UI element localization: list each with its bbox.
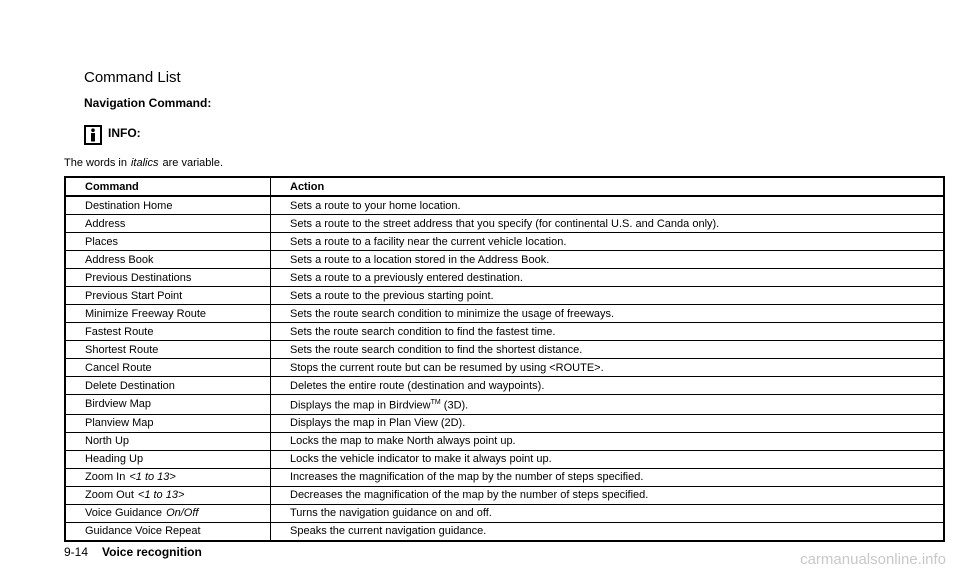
command-name: Planview Map xyxy=(85,417,154,430)
table-row xyxy=(65,359,944,377)
page-number: 9-14 xyxy=(64,545,89,559)
command-name: Delete Destination xyxy=(85,379,175,392)
command-name: Guidance Voice Repeat xyxy=(85,525,201,538)
action-cell xyxy=(271,395,945,415)
action-text: Sets a route to your home location. xyxy=(290,199,461,212)
command-cell xyxy=(65,323,271,341)
action-cell xyxy=(271,522,945,541)
action-cell xyxy=(271,215,945,233)
command-name: Minimize Freeway Route xyxy=(85,307,207,320)
action-text: Increases the magnification of the map by the number of steps specified. xyxy=(290,471,644,484)
table-row xyxy=(65,323,944,341)
action-text: Locks the vehicle indicator to make it always point up. xyxy=(290,453,552,466)
table-row xyxy=(65,450,944,468)
action-text: Sets a route to a location stored in the Address Book. xyxy=(290,253,550,266)
action-cell xyxy=(271,251,945,269)
command-cell xyxy=(65,450,271,468)
column-header-action: Action xyxy=(271,177,945,196)
command-cell xyxy=(65,504,271,522)
table-row xyxy=(65,395,944,415)
table-row xyxy=(65,486,944,504)
command-cell xyxy=(65,215,271,233)
action-cell xyxy=(271,468,945,486)
command-name: Heading Up xyxy=(85,453,144,466)
command-variable: <1 to 13> xyxy=(137,489,185,502)
action-cell xyxy=(271,450,945,468)
variable-note-suffix: are variable. xyxy=(162,157,224,169)
watermark: carmanualsonline.info xyxy=(800,551,946,568)
table-row xyxy=(65,522,944,541)
variable-note-prefix: The words in xyxy=(64,157,127,169)
action-text: Sets a route to the street address that you specify (for continental U.S. and Canda only). xyxy=(290,217,720,230)
table-row xyxy=(65,215,944,233)
action-cell xyxy=(271,486,945,504)
command-cell xyxy=(65,251,271,269)
table-row xyxy=(65,269,944,287)
command-variable: On/Off xyxy=(166,507,199,520)
variable-note xyxy=(64,157,223,169)
action-text: Sets the route search condition to find the fastest time. xyxy=(290,325,556,338)
command-cell xyxy=(65,395,271,415)
table-row xyxy=(65,251,944,269)
command-cell xyxy=(65,359,271,377)
action-text: Turns the navigation guidance on and off. xyxy=(290,507,492,520)
action-cell xyxy=(271,196,945,215)
action-suffix: (3D). xyxy=(440,399,469,412)
table-row xyxy=(65,341,944,359)
action-cell xyxy=(271,233,945,251)
info-icon xyxy=(84,125,102,145)
command-cell xyxy=(65,233,271,251)
command-name: Cancel Route xyxy=(85,361,152,374)
command-name: Places xyxy=(85,235,119,248)
command-cell xyxy=(65,269,271,287)
action-text: Sets a route to a previously entered destination. xyxy=(290,271,523,284)
table-row xyxy=(65,287,944,305)
command-cell xyxy=(65,468,271,486)
command-cell xyxy=(65,414,271,432)
action-text: Sets a route to a facility near the current vehicle location. xyxy=(290,235,567,248)
column-header-command: Command xyxy=(65,177,271,196)
page-footer xyxy=(64,545,202,559)
section-title: Command List xyxy=(84,69,181,86)
navigation-command-heading: Navigation Command: xyxy=(84,96,212,110)
trademark-sup: TM xyxy=(430,399,441,406)
command-name: Address Book xyxy=(85,253,154,266)
command-name: Shortest Route xyxy=(85,343,159,356)
command-cell xyxy=(65,486,271,504)
action-cell xyxy=(271,377,945,395)
action-text: Deletes the entire route (destination and waypoints). xyxy=(290,379,545,392)
table-row xyxy=(65,305,944,323)
action-cell xyxy=(271,432,945,450)
footer-title: Voice recognition xyxy=(102,545,202,559)
command-name: Address xyxy=(85,217,126,230)
table-row xyxy=(65,233,944,251)
command-name: Previous Destinations xyxy=(85,271,192,284)
command-variable: <1 to 13> xyxy=(129,471,176,484)
table-row xyxy=(65,504,944,522)
action-text: Locks the map to make North always point up. xyxy=(290,435,516,448)
table-row xyxy=(65,432,944,450)
action-text: Sets the route search condition to find the shortest distance. xyxy=(290,343,583,356)
action-cell xyxy=(271,414,945,432)
command-name: Previous Start Point xyxy=(85,289,183,302)
table-header-row xyxy=(65,177,944,196)
action-text: Speaks the current navigation guidance. xyxy=(290,525,487,538)
command-cell xyxy=(65,377,271,395)
action-cell xyxy=(271,323,945,341)
table-row xyxy=(65,196,944,215)
command-name: North Up xyxy=(85,435,130,448)
command-table xyxy=(64,176,945,542)
command-name: Voice Guidance xyxy=(85,507,163,520)
table-row xyxy=(65,468,944,486)
command-cell xyxy=(65,432,271,450)
command-name: Zoom Out xyxy=(85,489,134,502)
table-row xyxy=(65,414,944,432)
action-text: Sets a route to the previous starting point. xyxy=(290,289,494,302)
command-cell xyxy=(65,522,271,541)
command-name: Fastest Route xyxy=(85,325,154,338)
action-cell xyxy=(271,341,945,359)
action-text: Displays the map in Birdview xyxy=(290,399,431,412)
action-cell xyxy=(271,504,945,522)
command-name: Destination Home xyxy=(85,199,173,212)
command-cell xyxy=(65,287,271,305)
command-name: Zoom In xyxy=(85,471,126,484)
action-cell xyxy=(271,269,945,287)
command-cell xyxy=(65,341,271,359)
info-callout xyxy=(84,121,141,145)
action-cell xyxy=(271,305,945,323)
action-text: Decreases the magnification of the map by the number of steps specified. xyxy=(290,489,649,502)
action-text: Stops the current route but can be resumed by using <ROUTE>. xyxy=(290,361,604,374)
variable-note-italic: italics xyxy=(130,157,159,169)
action-text: Sets the route search condition to minimize the usage of freeways. xyxy=(290,307,615,320)
command-name: Birdview Map xyxy=(85,398,152,411)
action-text: Displays the map in Plan View (2D). xyxy=(290,417,466,430)
action-cell xyxy=(271,359,945,377)
table-row xyxy=(65,377,944,395)
info-label: INFO: xyxy=(108,126,141,140)
command-cell xyxy=(65,196,271,215)
action-cell xyxy=(271,287,945,305)
command-cell xyxy=(65,305,271,323)
